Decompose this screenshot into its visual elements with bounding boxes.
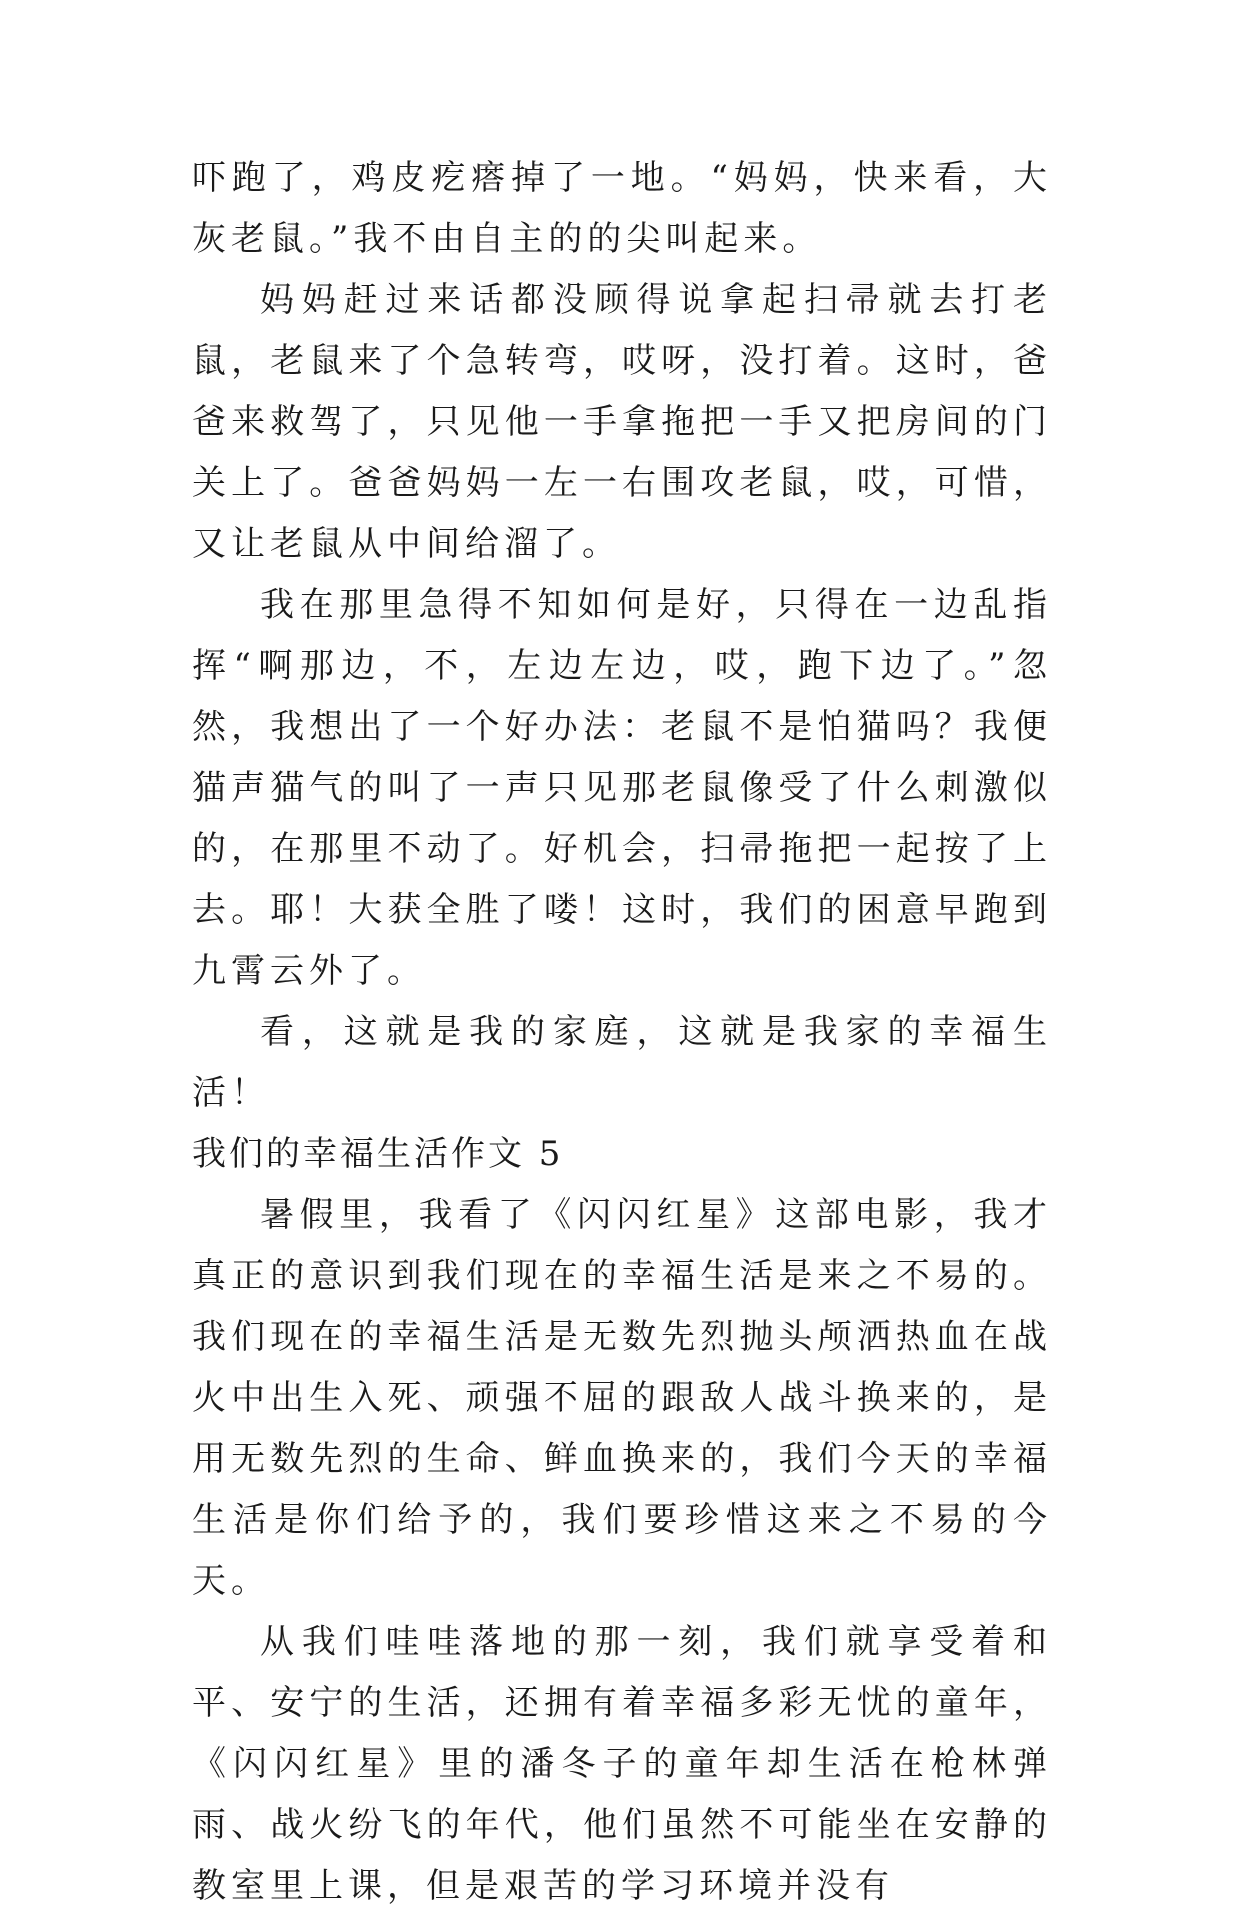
paragraph-continued: 吓跑了，鸡皮疙瘩掉了一地。“妈妈，快来看，大灰老鼠。”我不由自主的的尖叫起来。: [192, 158, 1052, 259]
paragraph: 从我们哇哇落地的那一刻，我们就享受着和平、安宁的生活，还拥有着幸福多彩无忧的童年，《闪闪红星》里的潘冬子的童年却生活在枪林弹雨、战火纷飞的年代，他们虽然不可能坐在安静的教室里上课，但是艰苦的学习环境并没有: [192, 1622, 1052, 1906]
section-title: 我们的幸福生活作文 5: [192, 1134, 564, 1174]
paragraph: 我在那里急得不知如何是好，只得在一边乱指挥“啊那边，不，左边左边，哎，跑下边了。”忽然，我想出了一个好办法：老鼠不是怕猫吗？我便猫声猫气的叫了一声只见那老鼠像受了什么刺激似的，在那里不动了。好机会，扫帚拖把一起按了上去。耶！大获全胜了喽！这时，我们的困意早跑到九霄云外了。: [192, 585, 1052, 991]
document-body: [192, 148, 1052, 1917]
paragraph: 妈妈赶过来话都没顾得说拿起扫帚就去打老鼠，老鼠来了个急转弯，哎呀，没打着。这时，爸爸来救驾了，只见他一手拿拖把一手又把房间的门关上了。爸爸妈妈一左一右围攻老鼠，哎，可惜，又让老鼠从中间给溜了。: [192, 280, 1052, 564]
paragraph: 看，这就是我的家庭，这就是我家的幸福生活！: [192, 1012, 1052, 1113]
paragraph: 暑假里，我看了《闪闪红星》这部电影，我才真正的意识到我们现在的幸福生活是来之不易的。我们现在的幸福生活是无数先烈抛头颅洒热血在战火中出生入死、顽强不屈的跟敌人战斗换来的，是用无数先烈的生命、鲜血换来的，我们今天的幸福生活是你们给予的，我们要珍惜这来之不易的今天。: [192, 1195, 1052, 1601]
